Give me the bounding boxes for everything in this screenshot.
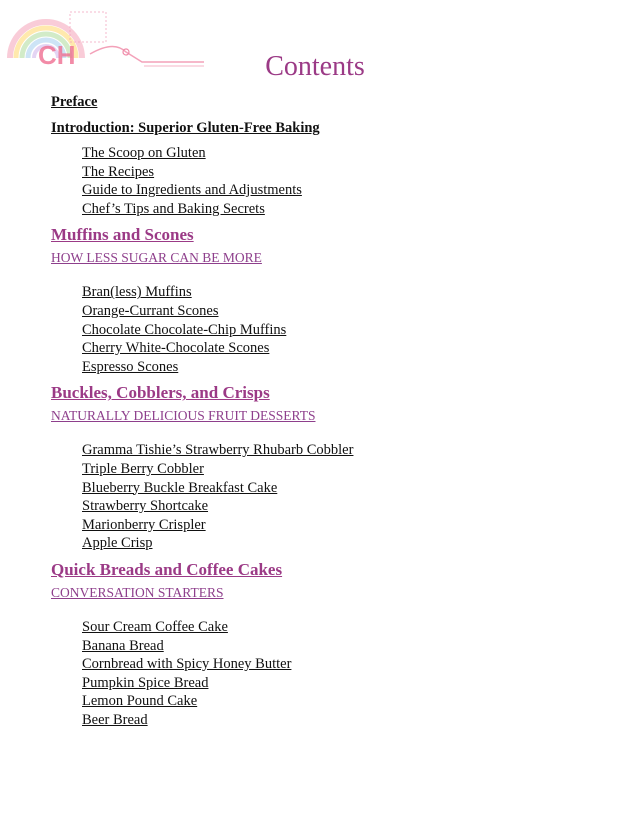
toc-recipe-item[interactable]: Orange-Currant Scones: [82, 302, 219, 319]
toc-preface-link[interactable]: Preface: [51, 94, 98, 110]
chapter-title-link[interactable]: Muffins and Scones: [51, 225, 194, 245]
toc-introduction-link[interactable]: Introduction: Superior Gluten-Free Baking: [51, 120, 320, 136]
toc-recipe-item[interactable]: Strawberry Shortcake: [82, 498, 209, 515]
toc-recipe-item[interactable]: Sour Cream Coffee Cake: [82, 618, 228, 635]
chapter-recipe-list: [82, 441, 611, 553]
toc-intro-item[interactable]: Guide to Ingredients and Adjustments: [82, 182, 302, 199]
table-of-contents: [51, 92, 611, 729]
toc-recipe-item[interactable]: Pumpkin Spice Bread: [82, 674, 209, 691]
toc-recipe-item[interactable]: Chocolate Chocolate-Chip Muffins: [82, 321, 287, 338]
chapter-recipe-list: [82, 618, 611, 730]
logo-lettering: CH: [38, 40, 76, 70]
toc-recipe-item[interactable]: Espresso Scones: [82, 358, 179, 375]
chapter-title-link[interactable]: Quick Breads and Coffee Cakes: [51, 559, 283, 579]
toc-intro-item[interactable]: Chef’s Tips and Baking Secrets: [82, 200, 265, 217]
chapter-subtitle-link[interactable]: HOW LESS SUGAR CAN BE MORE: [51, 250, 262, 266]
page-title: Contents: [265, 51, 365, 82]
toc-recipe-item[interactable]: Bran(less) Muffins: [82, 284, 192, 301]
toc-recipe-item[interactable]: Triple Berry Cobbler: [82, 460, 204, 477]
toc-recipe-item[interactable]: Blueberry Buckle Breakfast Cake: [82, 479, 278, 496]
chapter-recipe-list: [82, 283, 611, 376]
toc-recipe-item[interactable]: Lemon Pound Cake: [82, 693, 198, 710]
toc-recipe-item[interactable]: Beer Bread: [82, 711, 148, 728]
toc-recipe-item[interactable]: Gramma Tishie’s Strawberry Rhubarb Cobbler: [82, 442, 354, 459]
chapter-subtitle-link[interactable]: CONVERSATION STARTERS: [51, 584, 224, 600]
toc-recipe-item[interactable]: Cherry White-Chocolate Scones: [82, 340, 270, 357]
toc-recipe-item[interactable]: Banana Bread: [82, 637, 164, 654]
intro-sublist: [82, 144, 611, 218]
toc-recipe-item[interactable]: Marionberry Crispler: [82, 516, 206, 533]
chapter-title-link[interactable]: Buckles, Cobblers, and Crisps: [51, 383, 270, 403]
toc-recipe-item[interactable]: Apple Crisp: [82, 535, 153, 552]
toc-intro-item[interactable]: The Scoop on Gluten: [82, 145, 206, 161]
toc-intro-item[interactable]: The Recipes: [82, 163, 155, 180]
chapter-subtitle-link[interactable]: NATURALLY DELICIOUS FRUIT DESSERTS: [51, 408, 316, 424]
toc-recipe-item[interactable]: Cornbread with Spicy Honey Butter: [82, 656, 292, 673]
